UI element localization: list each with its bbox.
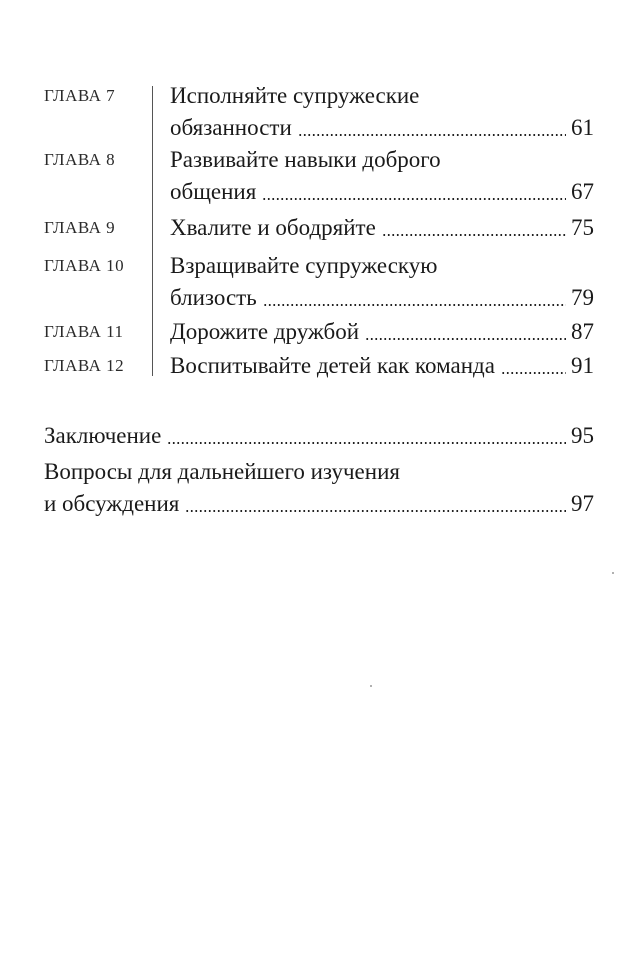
chapter-title-line: Исполняйте супружеские (170, 83, 420, 108)
chapter-title-end: обязанности (170, 115, 292, 140)
chapter-title-end: Хвалите и ободряйте (170, 215, 376, 240)
page-number: 95 (571, 423, 594, 448)
chapter-title-end: Дорожите дружбой (170, 319, 360, 344)
chapter-title-line: Развивайте навыки доброго (170, 147, 441, 172)
page-number: 67 (571, 179, 594, 204)
toc-conclusion (44, 420, 594, 452)
scan-speck (612, 572, 614, 574)
chapter-title-leader (170, 176, 594, 208)
page-number: 75 (571, 215, 594, 240)
chapter-label: ГЛАВА 9 (44, 218, 116, 237)
chapter-title-leader (170, 112, 594, 144)
chapter-title-leader (170, 212, 594, 244)
page-number: 61 (571, 115, 594, 140)
dot-leader (365, 338, 566, 340)
toc-questions (44, 456, 594, 520)
chapter-title-leader (170, 316, 594, 348)
scan-speck (370, 685, 372, 687)
chapter-entry (170, 212, 594, 244)
chapter-title-line: Взращивайте супружескую (170, 253, 438, 278)
chapter-label: ГЛАВА 7 (44, 86, 116, 105)
chapter-title-leader (170, 350, 594, 382)
chapter-divider (152, 86, 153, 376)
dot-leader (382, 234, 566, 236)
page-number: 79 (571, 285, 594, 310)
dot-leader (263, 304, 566, 306)
dot-leader (185, 510, 566, 512)
back-matter-leader (44, 488, 594, 520)
back-matter-line: Вопросы для дальнейшего изучения (44, 459, 400, 484)
chapter-label: ГЛАВА 8 (44, 150, 116, 169)
back-matter-leader (44, 420, 594, 452)
chapter-label: ГЛАВА 10 (44, 256, 125, 275)
chapter-entry (170, 250, 594, 314)
chapter-entry (170, 144, 594, 208)
dot-leader (501, 372, 566, 374)
chapter-title-end: общения (170, 179, 257, 204)
chapter-entry (170, 80, 594, 144)
page-number: 91 (571, 353, 594, 378)
chapter-title-leader (170, 282, 594, 314)
chapter-title-end: близость (170, 285, 257, 310)
chapter-label: ГЛАВА 11 (44, 322, 124, 341)
dot-leader (298, 134, 566, 136)
chapter-entry (170, 350, 594, 382)
chapter-title-end: Воспитывайте детей как команда (170, 353, 495, 378)
dot-leader (167, 442, 566, 444)
chapter-label: ГЛАВА 12 (44, 356, 125, 375)
page-number: 97 (571, 491, 594, 516)
back-matter-title: и обсуждения (44, 491, 180, 516)
back-matter-title: Заключение (44, 423, 162, 448)
dot-leader (262, 198, 566, 200)
chapter-entry (170, 316, 594, 348)
page-number: 87 (571, 319, 594, 344)
